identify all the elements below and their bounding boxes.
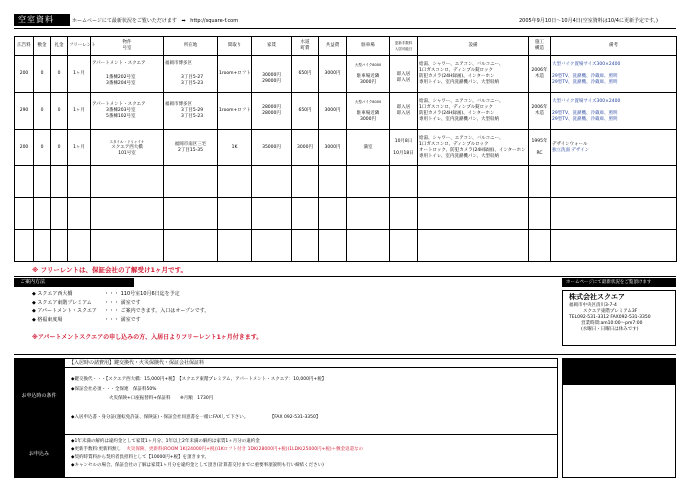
table-row	[15, 93, 677, 130]
period-text: 2005年9月10日〜10月4日(空室資料は10/4に更新予定です。)	[518, 18, 658, 24]
table-row-empty	[15, 166, 677, 198]
property-room: 101号室	[118, 150, 136, 156]
move-in-date: 即入居	[396, 72, 411, 77]
equipment-line: 給湯、シャワー、エアコン、バルコニー、	[419, 135, 504, 141]
col-remarks: 備考	[551, 37, 677, 56]
table-row	[15, 130, 677, 166]
cell-key: 0	[51, 93, 68, 130]
homepage-note-text: ホームページにて最新状況をご覧いただけます	[72, 18, 177, 24]
cell-layout: 1room+ロフト	[218, 56, 252, 93]
move-in-date: 10月18日	[393, 150, 414, 156]
cell-parking	[347, 93, 390, 130]
col-free-rent: フリーレント	[68, 37, 91, 56]
cell-deposit: 0	[34, 130, 51, 166]
page-title: 空室資料	[14, 14, 70, 26]
col-layout: 間取り	[218, 37, 252, 56]
cell-ad: 200	[15, 130, 34, 166]
cell-equipment	[418, 130, 529, 166]
contact-box	[562, 290, 676, 346]
free-rent-notice: ※ フリーレントは、保証会社の了解受け1ヶ月です。	[32, 266, 188, 274]
cell-water: 650円	[292, 93, 319, 130]
cell-layout: 1room+ロフト	[218, 93, 252, 130]
remark-line: 29型TV、洗濯機、冷蔵庫、照明	[552, 80, 618, 85]
apply-section	[64, 358, 558, 478]
cell-rent	[252, 93, 292, 130]
company-building: スクエア東階プレミアム3F	[583, 309, 638, 314]
cell-key: 0	[51, 56, 68, 93]
col-key-money: 礼金	[51, 37, 68, 56]
fax-number: 【FAX 092-531-3350】	[269, 415, 321, 420]
cell-move-in	[390, 130, 418, 166]
cell-ad: 290	[15, 93, 34, 130]
move-in-date: 即入居	[396, 111, 411, 116]
guide-property: ◆ スクエア西大橋	[32, 291, 73, 297]
apply-line	[71, 415, 320, 421]
section-divider	[14, 276, 676, 277]
cell-free: 1ヶ月	[68, 130, 91, 166]
cell-remarks	[551, 93, 677, 130]
parking-bike: 大型バイク8000	[354, 63, 382, 67]
col-common-fee: 共益費	[319, 37, 347, 56]
built-year: 2006年	[531, 105, 548, 110]
property-room: 5番棟102号室	[106, 114, 136, 119]
col-move-in: 更新手数料 入居可能日	[390, 37, 418, 56]
remark-line: 大型バイク置場サイズ300×2400	[552, 99, 621, 104]
guide-desc: ・・・ ご案内できます。入口はオープンです。	[104, 308, 210, 314]
business-hours: 営業時間:am10:00〜pm7:00	[581, 321, 643, 326]
cell-layout: 1K	[218, 130, 252, 166]
apply-conditions-label: お申込時の条件	[21, 393, 57, 399]
equipment-line: 防犯カメラ(24H録画)、インターホン	[419, 111, 495, 116]
list-item	[32, 290, 209, 299]
col-address: 所在地	[164, 37, 218, 56]
table-row-empty	[15, 230, 677, 262]
guide-desc: ・・・ 満室です	[104, 299, 141, 306]
equipment-line: 給湯、シャワー、エアコン、バルコニー、	[419, 99, 504, 104]
equipment-line: 給湯、シャワー、エアコン、バルコニー、	[419, 62, 504, 67]
apply-line-part: ※月額 1730円	[179, 396, 214, 401]
cell-parking: 満室	[347, 130, 390, 166]
guide-property: ◆ 格福東度場	[32, 316, 63, 323]
cell-construction	[529, 130, 551, 166]
parking-fee: 3000円	[360, 80, 376, 85]
property-name: スクエア西大橋	[111, 144, 143, 150]
move-in-date: 即入居	[396, 105, 411, 110]
cell-construction	[529, 56, 551, 93]
equipment-line: 1口ガスコンロ、ディンプルロック	[419, 141, 489, 147]
right-black-block	[562, 358, 676, 384]
list-item	[32, 299, 209, 308]
property-room: 1番棟202号室	[106, 75, 136, 80]
parking-nearby: 駐車場近隣	[356, 74, 380, 79]
apply-label: お申込み	[28, 451, 49, 457]
vacancy-table	[14, 36, 677, 262]
apply-heading: 【入居時の諸費用】鍵交換代・火災保険代・保証会社保証料	[65, 359, 557, 368]
property-room: 3番棟203号室	[106, 108, 136, 113]
cell-construction	[529, 93, 551, 130]
table-row-empty	[15, 198, 677, 230]
equipment-line: オートロック、防犯カメラ(24H録画)、インターホン	[419, 147, 526, 153]
col-parking: 駐車場	[347, 37, 390, 56]
guide-desc: ・・・ 110号室10月6日迄を予定	[104, 291, 180, 297]
homepage-url[interactable]: http://square-f.com	[190, 18, 239, 24]
cell-address	[164, 93, 218, 130]
apply-line: ◆保証会社必須・・・全保連 保証料50%	[71, 387, 157, 392]
header-divider	[14, 28, 676, 29]
cell-key: 0	[51, 130, 68, 166]
property-room: 3番棟204号室	[106, 81, 136, 86]
right-blank-block	[562, 384, 676, 478]
equipment-line: 1口ガスコンロ、ディンプル錠ロック	[419, 68, 494, 73]
cell-deposit: 0	[34, 56, 51, 93]
cell-remarks	[551, 56, 677, 93]
arrow-right-icon: ➡	[181, 18, 186, 24]
apply-line: ◆キャンセルの場合、保証会社の了解は家賃1ヶ月分を違約金として頂き(計算書交付までに重要事項説明も行い締結ください)	[71, 463, 324, 468]
section-divider	[14, 354, 676, 355]
built-year: 1995年	[531, 138, 548, 144]
campaign-notice: ※アパートメントスクエアの申し込みの方、入居日よりフリーレント1ヶ月付きます。	[32, 334, 263, 341]
cell-deposit: 0	[34, 93, 51, 130]
cell-address	[164, 56, 218, 93]
cell-remarks	[551, 130, 677, 166]
structure: 木造	[535, 74, 544, 79]
remark-line: 29型TV、洗濯機、冷蔵庫、照明	[552, 117, 618, 122]
cell-equipment	[418, 56, 529, 93]
remark-line: 29型TV、洗濯機、冷蔵庫、照明	[552, 74, 618, 79]
col-deposit: 敷金	[34, 37, 51, 56]
col-equipment: 設備	[418, 37, 529, 56]
remark-line: 大型バイク置場サイズ300×2400	[552, 62, 621, 67]
cell-water: 3000円	[292, 130, 319, 166]
cell-parking	[347, 56, 390, 93]
list-item	[32, 316, 209, 325]
guide-bar: ご案内方法	[14, 278, 134, 287]
guide-property: ◆ スクエア東階プレミアム	[32, 299, 92, 306]
address-block: 3丁目5-27	[181, 75, 204, 80]
built-year: 2006年	[531, 68, 548, 73]
property-style: スタイル・ドリャイケ	[109, 139, 145, 144]
move-in-date: 即入居	[396, 78, 411, 83]
cell-move-in	[390, 93, 418, 130]
cell-rent: 35000円	[252, 130, 292, 166]
guide-list	[32, 290, 209, 324]
property-name: アパートメント・スクエア	[92, 61, 146, 66]
address-city: 福岡市博多区	[165, 61, 192, 66]
apply-line	[109, 396, 213, 402]
remark-line: デザインウォール	[552, 141, 588, 147]
homepage-note	[72, 17, 238, 24]
cell-rent	[252, 56, 292, 93]
col-property: 物件 号室	[91, 37, 164, 56]
contact-bar: ホームページにて最新状況をご覧頂けます	[562, 278, 676, 287]
list-item	[32, 307, 209, 316]
cell-move-in	[390, 56, 418, 93]
col-construction: 施工 構造	[529, 37, 551, 56]
apply-line-part: ◆更新手数料:更新料無し	[71, 447, 121, 452]
remark-line: 29型TV、洗濯機、冷蔵庫、照明	[552, 111, 618, 116]
structure: 木造	[535, 111, 544, 116]
address-city: 福岡市南区三宅	[174, 141, 207, 147]
rent-value: 28000円	[262, 111, 281, 116]
guide-desc: ・・・ 満室です	[104, 316, 141, 323]
move-in-date: 10月8日	[394, 138, 413, 144]
cell-common: 3000円	[319, 93, 347, 130]
address-block: 3丁目5-23	[181, 81, 204, 86]
cell-common: 3000円	[319, 130, 347, 166]
rent-value: 28000円	[262, 105, 281, 110]
equipment-line: 専用トイレ、室内洗濯機パン、大型収納	[419, 80, 500, 85]
guide-property: ◆ アパートメント・スクエア	[32, 308, 97, 314]
address-block: 3丁目5-29	[181, 108, 204, 113]
apply-label-column	[14, 358, 64, 478]
col-water: 水道 町費	[292, 37, 319, 56]
apply-divider	[65, 434, 557, 435]
apply-line-part: 火災保険+口座振替料+保証料	[109, 396, 171, 401]
address-block: 2丁目15-35	[178, 147, 203, 153]
closed-days: (水曜日・日曜日は休みです)	[581, 327, 639, 332]
rent-value: 30000円	[262, 73, 281, 78]
remark-line: 独立洗面 デザイン	[552, 147, 590, 153]
cell-free: 1ヶ月	[68, 56, 91, 93]
table-row	[15, 56, 677, 93]
cell-water: 650円	[292, 56, 319, 93]
cell-ad: 200	[15, 56, 34, 93]
apply-line: ◆鍵交換代・・・【スクエア西大橋：15,000円+税】 【スクエア東階プレミアム、アパートメント・スクエア：10,000円+税】	[71, 377, 327, 382]
equipment-line: 1口ガスコンロ、ディンプル錠ロック	[419, 105, 494, 110]
equipment-line: 専用トイレ、室内洗濯機パン、大型収納	[419, 117, 500, 122]
parking-nearby: 駐車場近隣	[356, 111, 380, 116]
cell-free: 1ヶ月	[68, 93, 91, 130]
col-rent: 家賃	[252, 37, 292, 56]
apply-line: ◆1年未満の解約は違約金として家賃1ヶ月分、1年以上2年未満の解約は家賃1ヶ月分の違約金	[71, 439, 260, 444]
rent-value: 29000円	[262, 79, 281, 84]
company-address: 福岡市中央区清川3-7-4	[569, 303, 617, 308]
col-ad-fee: 広告料	[15, 37, 34, 56]
equipment-line: 専用トイレ、室内洗濯機パン、大型収納	[419, 153, 500, 159]
address-city: 福岡市博多区	[165, 102, 192, 107]
cell-common: 3000円	[319, 56, 347, 93]
apply-line-part: 火災保険、更新料(ROOM 1K(24000円+税))1Kロフト付き 1DK(28000円+税))1LDK(25000円+税)＋敷金返還なの	[126, 447, 364, 452]
apply-line: ◆契約時賃料から契約者負担料として【10000円+税】を頂きます。	[71, 455, 210, 460]
company-tel: TEL092-531-3312 FAX092-531-3350	[569, 315, 651, 320]
parking-bike: 大型バイク8000	[354, 100, 382, 104]
address-block: 3丁目5-23	[181, 114, 204, 119]
apply-line-part: ◆入居申込書・身分証(運転免許証、保険証)・保証会社同意書を一緒にFAXして下さい。	[71, 415, 249, 420]
property-name: アパートメント・スクエア	[92, 102, 146, 107]
cell-equipment	[418, 93, 529, 130]
apply-line	[71, 447, 363, 453]
structure: RC	[536, 150, 543, 156]
table-header-row	[15, 37, 677, 56]
parking-fee: 3000円	[360, 117, 376, 122]
cell-property	[91, 93, 164, 130]
cell-property	[91, 130, 164, 166]
company-name: 株式会社スクエア	[569, 293, 625, 301]
equipment-line: 防犯カメラ(24H録画)、インターホン	[419, 74, 495, 79]
cell-property	[91, 56, 164, 93]
cell-address	[164, 130, 218, 166]
